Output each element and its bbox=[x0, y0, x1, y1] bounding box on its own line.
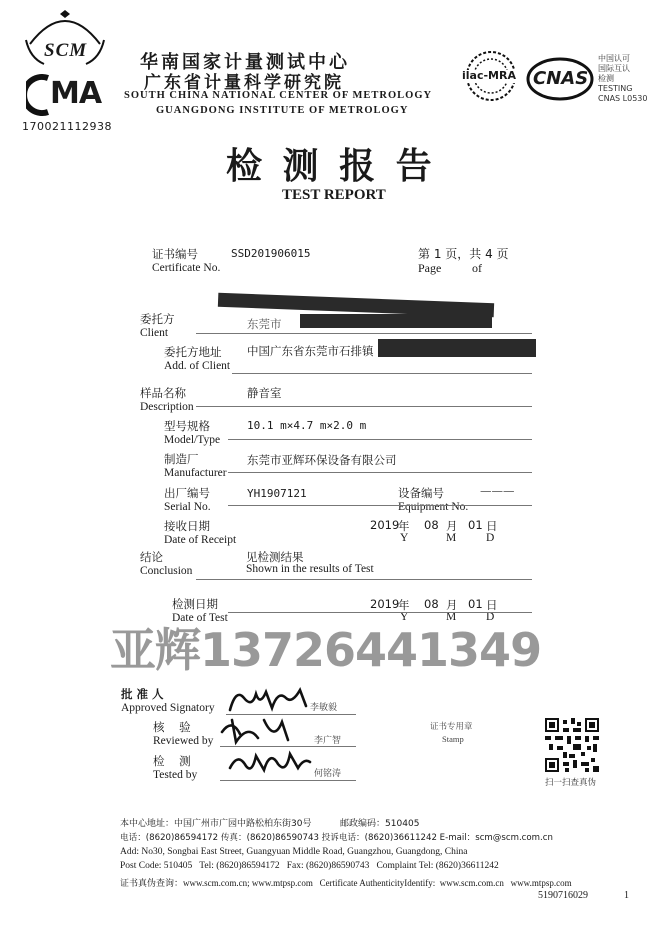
certificate-no-value: SSD201906015 bbox=[231, 247, 311, 260]
model-underline bbox=[228, 439, 532, 440]
org-name-en-1: SOUTH CHINA NATIONAL CENTER OF METROLOGY bbox=[124, 90, 433, 101]
phone-watermark: 亚辉13726441349 bbox=[110, 623, 542, 677]
cma-logo: MA bbox=[26, 74, 108, 116]
address-value: 中国广东省东莞市石排镇 bbox=[247, 344, 374, 358]
conclusion-label: 结论 Conclusion bbox=[140, 550, 193, 577]
stamp-label-en: Stamp bbox=[442, 734, 464, 744]
client-label: 委托方 Client bbox=[140, 312, 175, 339]
conclusion-value-cn: 见检测结果 bbox=[246, 550, 304, 564]
tested-signature bbox=[226, 744, 316, 784]
footer-authenticity: 证书真伪查询：www.scm.com.cn; www.mtpsp.com Certificate AuthenticityIdentify: www.scm.com.cn www.mtpsp.com bbox=[120, 878, 572, 888]
serial-underline bbox=[228, 505, 532, 506]
org-name-cn-1: 华南国家计量测试中心 bbox=[140, 52, 350, 73]
equipment-label: 设备编号 Equipment No. bbox=[398, 486, 469, 513]
serial-label: 出厂编号 Serial No. bbox=[164, 486, 211, 513]
footer-page-no: 1 bbox=[624, 890, 629, 901]
qr-caption: 扫一扫查真伪 bbox=[545, 778, 597, 788]
client-value: 东莞市 bbox=[247, 317, 282, 331]
description-value: 静音室 bbox=[247, 386, 282, 400]
page-count-en-of: of bbox=[472, 261, 482, 275]
ilac-mra-logo: ilac-MRA bbox=[458, 48, 524, 104]
serial-value: YH1907121 bbox=[247, 487, 307, 500]
conclusion-underline bbox=[196, 579, 532, 580]
manufacturer-label: 制造厂 Manufacturer bbox=[164, 452, 227, 479]
scm-logo: SCM bbox=[20, 6, 110, 76]
footer-contact-en: Post Code: 510405 Tel: (8620)86594172 Fax: (8620)86590743 Complaint Tel: (8620)36611242 bbox=[120, 861, 499, 871]
reviewed-label: 核 验 Reviewed by bbox=[153, 720, 214, 747]
footer-address-en: Add: No30, Songbai East Street, Guangyuan Middle Road, Guangzhou, Guangdong, China bbox=[120, 847, 468, 857]
page-count-cn: 第 1 页，共 4 页 bbox=[418, 247, 509, 261]
report-title-cn: 检 测 报 告 bbox=[226, 146, 436, 187]
approved-label: 批 准 人 Approved Signatory bbox=[121, 687, 215, 714]
footer-contact-cn: 电话：(8620)86594172 传真：(8620)86590743 投诉电话：(8620)36611242 E-mail：scm@scm.com.cn bbox=[120, 833, 553, 843]
footer-doc-no: 5190716029 bbox=[538, 890, 588, 901]
conclusion-value-en: Shown in the results of Test bbox=[246, 563, 374, 575]
cnas-note: 中国认可 国际互认 检测 TESTING CNAS L0530 bbox=[598, 54, 648, 103]
address-label: 委托方地址 Add. of Client bbox=[164, 345, 231, 372]
address-redaction bbox=[378, 339, 536, 357]
tested-line bbox=[220, 780, 356, 781]
org-name-cn-2: 广东省计量科学研究院 bbox=[144, 73, 344, 93]
manufacturer-underline bbox=[228, 472, 532, 473]
qr-code bbox=[545, 718, 599, 772]
model-label: 型号规格 Model/Type bbox=[164, 419, 221, 446]
receipt-label: 接收日期 Date of Receipt bbox=[164, 519, 237, 546]
certificate-no-label: 证书编号 Certificate No. bbox=[152, 247, 221, 274]
equipment-value: ——— bbox=[480, 484, 515, 498]
client-redaction-2 bbox=[300, 314, 492, 328]
report-title-en: TEST REPORT bbox=[282, 187, 386, 203]
cma-cert-code: 170021112938 bbox=[22, 120, 112, 133]
test-date: 2019 年 08 月 01 日 Y M D bbox=[370, 597, 498, 623]
description-label: 样品名称 Description bbox=[140, 386, 194, 413]
cnas-logo: CNAS bbox=[526, 56, 594, 102]
approved-name: 李敏毅 bbox=[310, 703, 338, 713]
manufacturer-value: 东莞市亚辉环保设备有限公司 bbox=[247, 453, 397, 467]
receipt-date: 2019 年 08 月 01 日 Y M D bbox=[370, 518, 498, 544]
org-name-en-2: GUANGDONG INSTITUTE OF METROLOGY bbox=[156, 105, 409, 116]
page-count-en-page: Page bbox=[418, 261, 442, 275]
tested-name: 何铭涛 bbox=[314, 769, 342, 779]
reviewed-name: 李广智 bbox=[314, 736, 342, 746]
model-value: 10.1 m×4.7 m×2.0 m bbox=[247, 419, 367, 432]
footer-address-cn: 本中心地址：中国广州市广园中路松柏东街30号 邮政编码：510405 bbox=[120, 819, 420, 829]
client-underline bbox=[196, 333, 532, 334]
address-underline bbox=[232, 373, 532, 374]
test-date-underline bbox=[228, 612, 532, 613]
stamp-label-cn: 证书专用章 bbox=[430, 722, 473, 732]
test-date-label: 检测日期 Date of Test bbox=[172, 597, 228, 624]
tested-label: 检 测 Tested by bbox=[153, 754, 198, 781]
description-underline bbox=[196, 406, 532, 407]
